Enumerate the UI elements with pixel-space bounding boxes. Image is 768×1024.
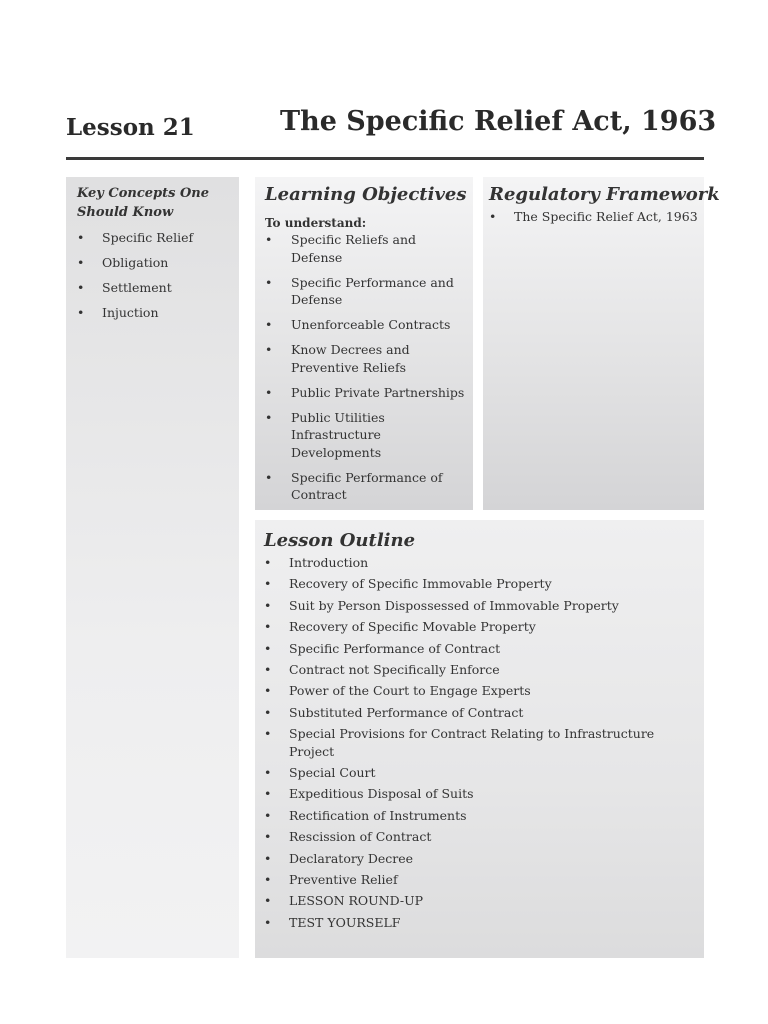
outline-text: Recovery of Specific Movable Property — [289, 619, 536, 635]
regulatory-framework-heading: Regulatory Framework — [489, 184, 720, 205]
outline-text: Expeditious Disposal of Suits — [289, 786, 474, 802]
objective-item — [265, 409, 465, 462]
outline-item — [264, 640, 696, 658]
bullet-icon: • — [264, 765, 272, 781]
lesson-title: The Specific Relief Act, 1963 — [280, 106, 717, 137]
outline-item — [264, 618, 696, 636]
bullet-icon: • — [264, 914, 272, 930]
bullet-icon: • — [264, 640, 272, 656]
bullet-icon: • — [77, 255, 85, 270]
lesson-outline-heading: Lesson Outline — [264, 530, 416, 551]
outline-item — [264, 682, 696, 700]
outline-text: TEST YOURSELF — [289, 914, 401, 930]
bullet-icon: • — [265, 409, 273, 425]
key-concepts-list — [77, 229, 229, 322]
bullet-icon: • — [264, 850, 272, 866]
outline-item — [264, 575, 696, 593]
header-rule — [66, 157, 704, 160]
objective-text: Unenforceable Contracts — [291, 317, 451, 332]
objective-item — [265, 231, 465, 266]
framework-text: The Specific Relief Act, 1963 — [514, 209, 698, 224]
outline-text: Power of the Court to Engage Experts — [289, 683, 531, 699]
key-concept-text: Settlement — [102, 280, 172, 295]
outline-text: Declaratory Decree — [289, 850, 414, 866]
bullet-icon: • — [264, 786, 272, 802]
key-concept-item — [77, 279, 229, 297]
outline-item — [264, 785, 696, 803]
objective-item — [265, 384, 465, 402]
lesson-number: Lesson 21 — [66, 114, 195, 141]
objective-text: Specific Performance and Defense — [291, 274, 454, 307]
learning-objectives-list — [265, 231, 465, 504]
bullet-icon: • — [264, 555, 272, 570]
outline-item — [264, 828, 696, 846]
outline-text: Rectification of Instruments — [289, 807, 467, 823]
outline-text: Specific Performance of Contract — [289, 640, 501, 656]
key-concepts-heading: Key Concepts One Should Know — [77, 186, 210, 220]
learning-objectives-heading: Learning Objectives — [265, 184, 467, 205]
objective-text: Know Decrees and Preventive Reliefs — [291, 342, 410, 375]
key-concept-text: Obligation — [102, 255, 169, 270]
outline-text: Substituted Performance of Contract — [289, 704, 524, 720]
bullet-icon: • — [264, 807, 272, 823]
outline-item — [264, 892, 696, 910]
outline-text: LESSON ROUND-UP — [289, 893, 424, 909]
objective-text: Specific Performance of Contract — [291, 469, 443, 502]
outline-text: Recovery of Specific Immovable Property — [289, 576, 552, 592]
outline-item — [264, 807, 696, 825]
outline-item — [264, 914, 696, 932]
bullet-icon: • — [265, 274, 273, 290]
objective-item — [265, 274, 465, 309]
objective-text: Specific Reliefs and Defense — [291, 232, 416, 265]
outline-text: Rescission of Contract — [289, 829, 432, 845]
learning-objectives-panel — [255, 177, 473, 510]
learning-objectives-subheading: To understand: — [265, 216, 367, 230]
outline-item — [264, 704, 696, 722]
page-header — [66, 106, 717, 156]
key-concept-item — [77, 304, 229, 322]
lesson-outline-list — [264, 554, 696, 931]
key-concept-text: Specific Relief — [102, 230, 194, 245]
bullet-icon: • — [264, 576, 272, 592]
bullet-icon: • — [264, 871, 272, 887]
outline-text: Introduction — [289, 555, 369, 570]
outline-item — [264, 764, 696, 782]
outline-item — [264, 871, 696, 889]
objective-item — [265, 316, 465, 334]
bullet-icon: • — [265, 342, 273, 357]
bullet-icon: • — [265, 232, 273, 247]
bullet-icon: • — [264, 683, 272, 699]
bullet-icon: • — [265, 317, 273, 332]
regulatory-framework-list — [489, 208, 698, 226]
objective-text: Public Utilities Infrastructure Developments — [291, 409, 385, 460]
bullet-icon: • — [264, 829, 272, 845]
regulatory-framework-panel — [483, 177, 720, 510]
bullet-icon: • — [264, 893, 272, 909]
bullet-icon: • — [265, 469, 273, 485]
outline-item — [264, 554, 696, 572]
key-concepts-panel — [66, 177, 239, 958]
outline-text: Special Provisions for Contract Relating to Infrastructure Project — [289, 726, 655, 759]
objective-item — [265, 341, 465, 376]
bullet-icon: • — [77, 230, 85, 245]
key-concept-item — [77, 254, 229, 272]
key-concept-text: Injuction — [102, 305, 159, 320]
key-concept-item — [77, 229, 229, 247]
lesson-outline-panel — [255, 520, 704, 958]
objective-item — [265, 469, 465, 504]
bullet-icon: • — [264, 704, 272, 720]
bullet-icon: • — [77, 305, 85, 320]
outline-text: Special Court — [289, 765, 376, 781]
bullet-icon: • — [264, 597, 272, 613]
outline-item — [264, 725, 696, 760]
bullet-icon: • — [489, 209, 497, 224]
bullet-icon: • — [265, 384, 273, 400]
outline-text: Preventive Relief — [289, 871, 398, 887]
objective-text: Public Private Partnerships — [291, 384, 465, 400]
bullet-icon: • — [264, 661, 272, 677]
bullet-icon: • — [264, 726, 272, 742]
outline-text: Suit by Person Dispossessed of Immovable Property — [289, 597, 619, 613]
bullet-icon: • — [77, 280, 85, 295]
framework-item — [489, 208, 698, 226]
outline-item — [264, 597, 696, 615]
outline-text: Contract not Specifically Enforce — [289, 661, 500, 677]
outline-item — [264, 661, 696, 679]
outline-item — [264, 850, 696, 868]
bullet-icon: • — [264, 619, 272, 635]
